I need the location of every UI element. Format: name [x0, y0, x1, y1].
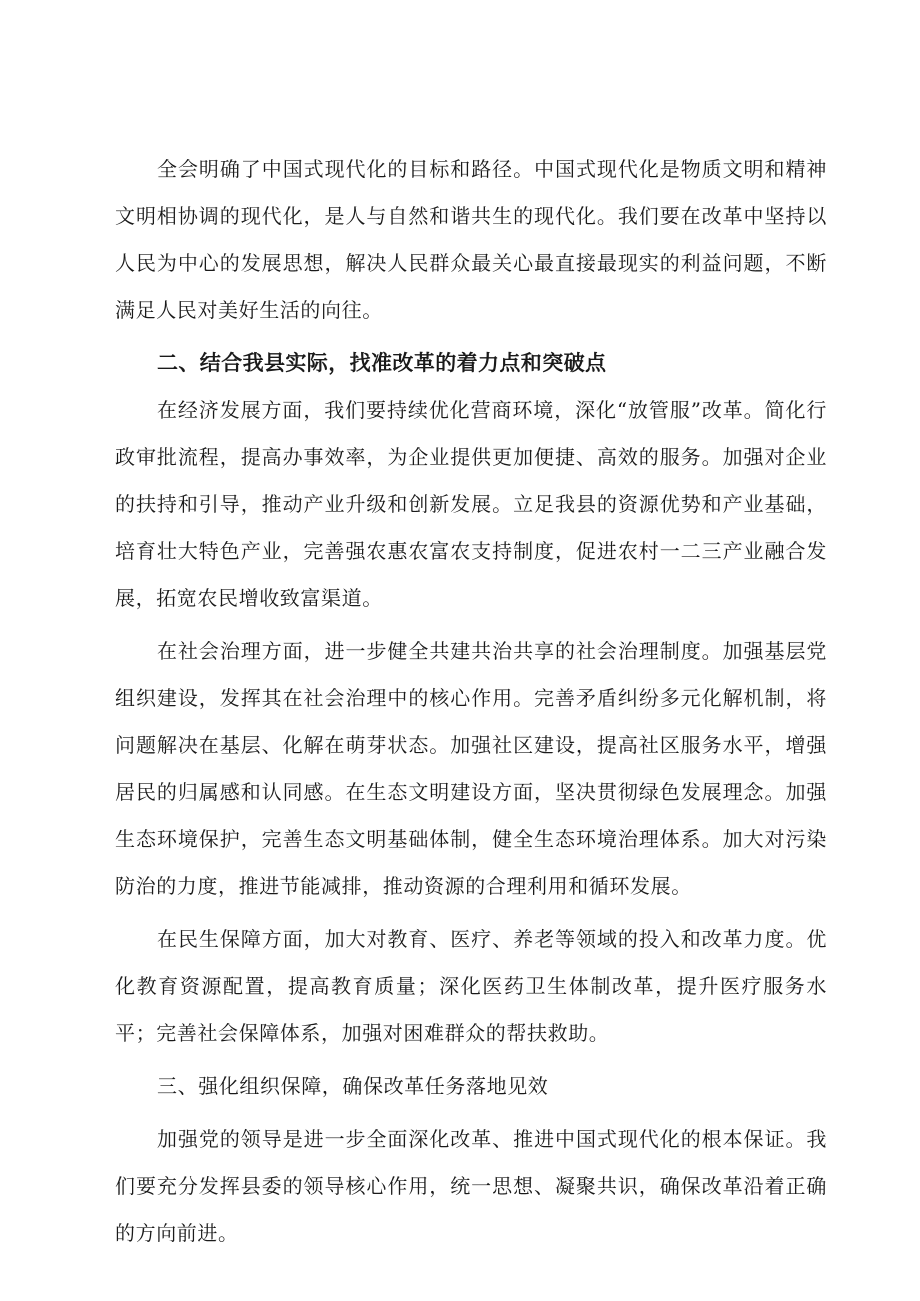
- document-body: [115, 146, 827, 1257]
- paragraph-social-governance: 在社会治理方面，进一步健全共建共治共享的社会治理制度。加强基层党组织建设，发挥其在社会治理中的核心作用。完善矛盾纠纷多元化解机制，将问题解决在基层、化解在萌芽状态。加强社区建设，提高社区服务水平，增强居民的归属感和认同感。在生态文明建设方面，坚决贯彻绿色发展理念。加强生态环境保护，完善生态文明基础体制，健全生态环境治理体系。加大对污染防治的力度，推进节能减排，推动资源的合理利用和循环发展。: [115, 639, 827, 898]
- paragraph-party-leadership: 加强党的领导是进一步全面深化改革、推进中国式现代化的根本保证。我们要充分发挥县委的领导核心作用，统一思想、凝聚共识，确保改革沿着正确的方向前进。: [115, 1127, 827, 1245]
- section-heading-2: 二、结合我县实际，找准改革的着力点和突破点: [157, 351, 607, 375]
- paragraph-modernization-goals: 全会明确了中国式现代化的目标和路径。中国式现代化是物质文明和精神文明相协调的现代化，是人与自然和谐共生的现代化。我们要在改革中坚持以人民为中心的发展思想，解决人民群众最关心最直接最现实的利益问题，不断满足人民对美好生活的向往。: [115, 157, 827, 322]
- section-heading-3: 三、强化组织保障，确保改革任务落地见效: [157, 1074, 549, 1098]
- paragraph-livelihood: 在民生保障方面，加大对教育、医疗、养老等领域的投入和改革力度。优化教育资源配置，提高教育质量；深化医药卫生体制改革，提升医疗服务水平；完善社会保障体系，加强对困难群众的帮扶救助。: [115, 927, 827, 1045]
- paragraph-economic-development: 在经济发展方面，我们要持续优化营商环境，深化“放管服”改革。简化行政审批流程，提高办事效率，为企业提供更加便捷、高效的服务。加强对企业的扶持和引导，推动产业升级和创新发展。立足我县的资源优势和产业基础，培育壮大特色产业，完善强农惠农富农支持制度，促进农村一二三产业融合发展，拓宽农民增收致富渠道。: [115, 398, 827, 610]
